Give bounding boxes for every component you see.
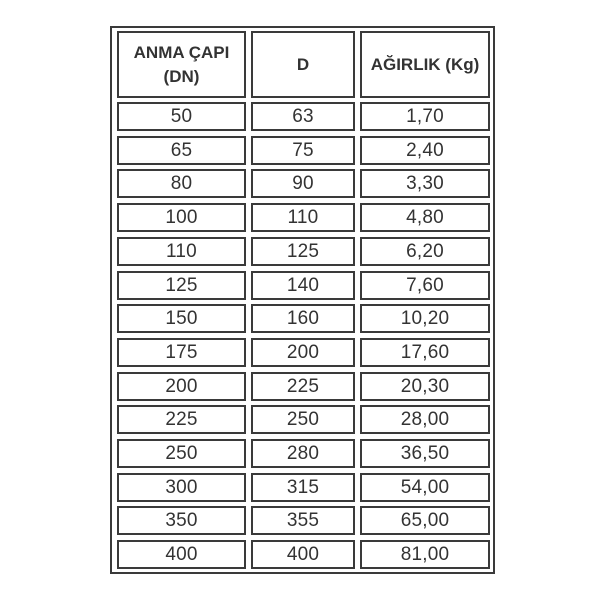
cell-anma-capi-value: 175 (165, 341, 198, 363)
cell-d-value: 200 (286, 341, 320, 363)
cell-d-value: 75 (292, 139, 314, 161)
cell-anma-capi (117, 372, 246, 401)
cell-agirlik-value: 81,00 (400, 543, 450, 565)
cell-d-value: 110 (287, 206, 319, 228)
cell-agirlik (360, 372, 490, 401)
header-agirlik (360, 31, 490, 98)
cell-agirlik-value: 6,20 (406, 240, 444, 262)
cell-anma-capi (117, 473, 246, 502)
cell-d (251, 102, 355, 131)
cell-agirlik-value: 20,30 (400, 375, 450, 397)
cell-anma-capi-value: 50 (170, 105, 193, 127)
cell-d (251, 304, 355, 333)
cell-agirlik (360, 304, 490, 333)
header-anma-capi-label: ANMA ÇAPI (DN) (133, 42, 230, 86)
header-agirlik-label: AĞIRLIK (Kg) (370, 54, 480, 74)
cell-agirlik (360, 203, 490, 232)
cell-d-value: 400 (286, 543, 320, 565)
cell-anma-capi-value: 110 (166, 240, 197, 262)
cell-anma-capi (117, 338, 246, 367)
cell-anma-capi-value: 350 (165, 509, 198, 531)
cell-anma-capi-value: 400 (165, 543, 198, 565)
cell-d (251, 473, 355, 502)
cell-agirlik (360, 271, 490, 300)
cell-anma-capi-value: 80 (170, 172, 193, 194)
cell-anma-capi-value: 65 (170, 139, 193, 161)
cell-agirlik-value: 17,60 (400, 341, 450, 363)
cell-agirlik-value: 54,00 (400, 476, 450, 498)
cell-agirlik-value: 2,40 (406, 139, 444, 161)
cell-d-value: 225 (286, 375, 320, 397)
cell-agirlik (360, 136, 490, 165)
cell-d-value: 355 (286, 509, 320, 531)
cell-anma-capi (117, 237, 246, 266)
cell-agirlik (360, 237, 490, 266)
cell-agirlik (360, 540, 490, 569)
cell-anma-capi (117, 540, 246, 569)
cell-d-value: 63 (292, 105, 314, 127)
header-d-label: D (296, 54, 310, 74)
cell-d (251, 271, 355, 300)
cell-d (251, 540, 355, 569)
cell-d (251, 372, 355, 401)
cell-d (251, 169, 355, 198)
cell-agirlik-value: 7,60 (406, 274, 444, 296)
cell-anma-capi-value: 225 (165, 408, 198, 430)
cell-anma-capi (117, 439, 246, 468)
cell-agirlik-value: 4,80 (406, 206, 444, 228)
cell-agirlik (360, 405, 490, 434)
cell-agirlik (360, 473, 490, 502)
cell-agirlik-value: 10,20 (400, 307, 450, 329)
cell-d-value: 160 (286, 307, 320, 329)
cell-d-value: 90 (292, 172, 314, 194)
cell-d-value: 125 (286, 240, 320, 262)
cell-agirlik-value: 3,30 (406, 172, 444, 194)
cell-anma-capi-value: 150 (165, 307, 198, 329)
cell-anma-capi-value: 100 (165, 206, 198, 228)
header-d (251, 31, 355, 98)
cell-anma-capi-value: 300 (165, 476, 198, 498)
cell-d (251, 506, 355, 535)
cell-d-value: 250 (286, 408, 320, 430)
header-anma-capi (117, 31, 246, 98)
cell-anma-capi (117, 102, 246, 131)
cell-anma-capi (117, 304, 246, 333)
cell-agirlik-value: 65,00 (400, 509, 450, 531)
cell-agirlik-value: 1,70 (406, 105, 444, 127)
cell-agirlik-value: 28,00 (400, 408, 450, 430)
cell-anma-capi (117, 405, 246, 434)
cell-d (251, 338, 355, 367)
cell-d (251, 237, 355, 266)
cell-anma-capi-value: 200 (165, 375, 198, 397)
cell-agirlik (360, 506, 490, 535)
cell-anma-capi-value: 125 (165, 274, 198, 296)
cell-anma-capi (117, 271, 246, 300)
cell-agirlik (360, 169, 490, 198)
cell-agirlik (360, 338, 490, 367)
cell-d (251, 439, 355, 468)
cell-anma-capi (117, 169, 246, 198)
cell-anma-capi-value: 250 (165, 442, 198, 464)
cell-d-value: 280 (286, 442, 320, 464)
cell-d (251, 136, 355, 165)
cell-agirlik-value: 36,50 (400, 442, 450, 464)
cell-anma-capi (117, 136, 246, 165)
cell-d (251, 203, 355, 232)
cell-d-value: 140 (286, 274, 320, 296)
cell-anma-capi (117, 203, 246, 232)
cell-d (251, 405, 355, 434)
cell-agirlik (360, 102, 490, 131)
cell-anma-capi (117, 506, 246, 535)
cell-d-value: 315 (286, 476, 320, 498)
cell-agirlik (360, 439, 490, 468)
